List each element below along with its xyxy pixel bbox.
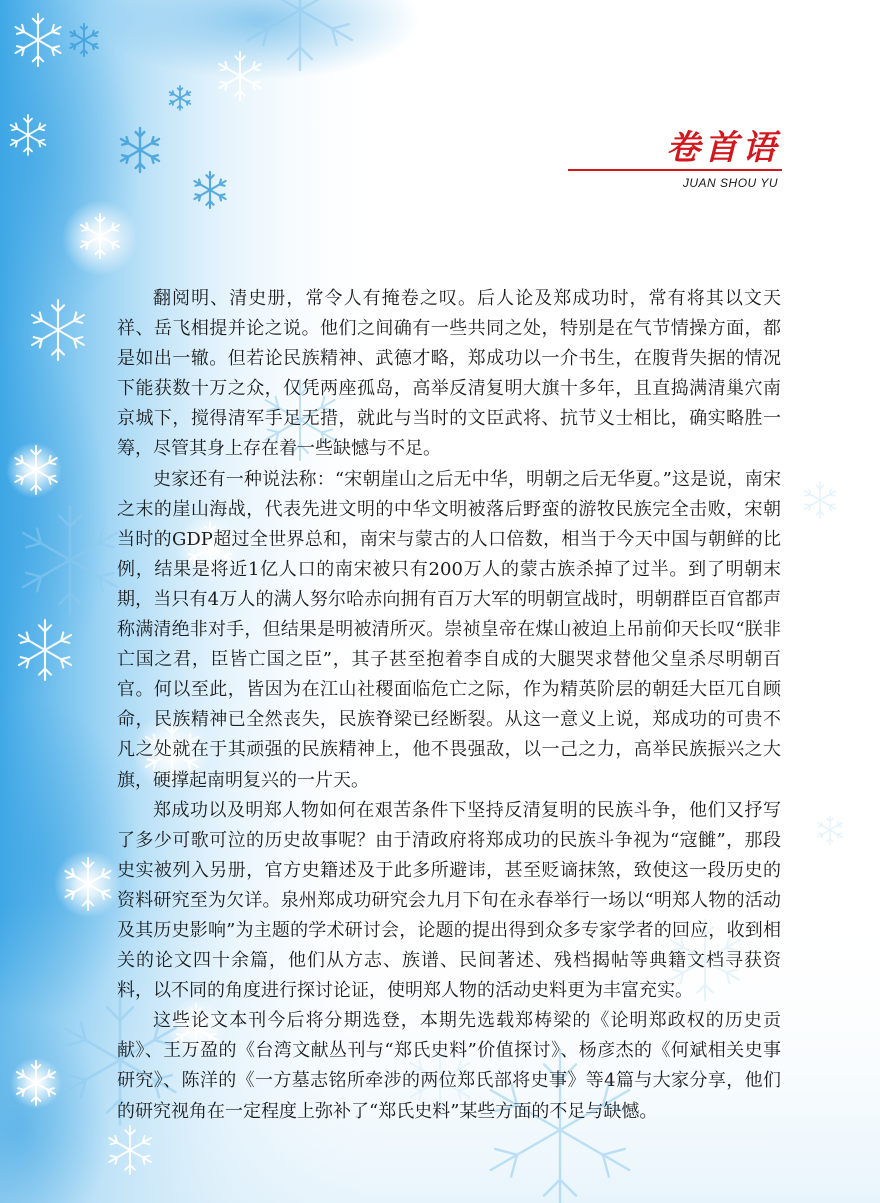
paragraph-2: 史家还有一种说法称：“宋朝崖山之后无中华，明朝之后无华夏。”这是说，南宋之末的崖山海战，代表先进文明的中华文明被落后野蛮的游牧民族完全击败，宋朝当时的GDP超过全世界总和，南宋与蒙古的人口倍数，相当于今天中国与朝鲜的比例，结果是将近1亿人口的南宋被只有200万人的蒙古族杀掉了过半。到了明朝末期，当只有4万人的满人努尔哈赤向拥有百万大军的明朝宣战时，明朝群臣百官都声称满清绝非对手，但结果是明被清所灭。崇祯皇帝在煤山被迫上吊前仰天长叹“朕非亡国之君，臣皆亡国之臣”，其子甚至抱着李自成的大腿哭求替他父皇杀尽明朝百官。何以至此，皆因为在江山社稷面临危亡之际，作为精英阶层的朝廷大臣兀自顾命，民族精神已全然丧失，民族脊梁已经断裂。从这一意义上说，郑成功的可贵不凡之处就在于其顽强的民族精神上，他不畏强敌，以一己之力，高举民族振兴之大旗，硬撑起南明复兴的一片天。 [117, 468, 781, 791]
paragraph-3: 郑成功以及明郑人物如何在艰苦条件下坚持反清复明的民族斗争，他们又抒写了多少可歌可泣的历史故事呢？由于清政府将郑成功的民族斗争视为“寇雠”，那段史实被列入另册，官方史籍述及于此多所避讳，甚至贬谪抹煞，致使这一段历史的资料研究至为欠详。泉州郑成功研究会九月下旬在永春举行一场以“明郑人物的活动及其历史影响”为主题的学术研讨会，论题的提出得到众多专家学者的回应，收到相关的论文四十余篇，他们从方志、族谱、民间著述、残档揭帖等典籍文档寻获资料，以不同的角度进行探讨论证，使明郑人物的活动史料更为丰富充实。 [117, 799, 781, 1002]
paragraph-4: 这些论文本刊今后将分期选登，本期先选载郑梼梁的《论明郑政权的历史贡献》、王万盈的《台湾文献丛刊与“郑氏史料”价值探讨》、杨彦杰的《何斌相关史事研究》、陈洋的《一方墓志铭所牵涉的两位郑氏部将史事》等4篇与大家分享，他们的研究视角在一定程度上弥补了“郑氏史料”某些方面的不足与缺憾。 [117, 1010, 781, 1122]
title-underline [568, 169, 782, 171]
article-body [117, 284, 781, 1127]
section-header [560, 128, 782, 194]
section-title: 卷首语 [666, 128, 780, 168]
section-subtitle: JUAN SHOU YU [682, 176, 778, 190]
paragraph-1: 翻阅明、清史册，常令人有掩卷之叹。后人论及郑成功时，常有将其以文天祥、岳飞相提并论之说。他们之间确有一些共同之处，特别是在气节情操方面，都是如出一辙。但若论民族精神、武德才略，郑成功以一介书生，在腹背失据的情况下能获数十万之众，仅凭两座孤岛，高举反清复明大旗十多年，且直捣满清巢穴南京城下，搅得清军手足无措，就此与当时的文臣武将、抗节义士相比，确实略胜一筹，尽管其身上存在着一些缺憾与不足。 [117, 288, 781, 460]
